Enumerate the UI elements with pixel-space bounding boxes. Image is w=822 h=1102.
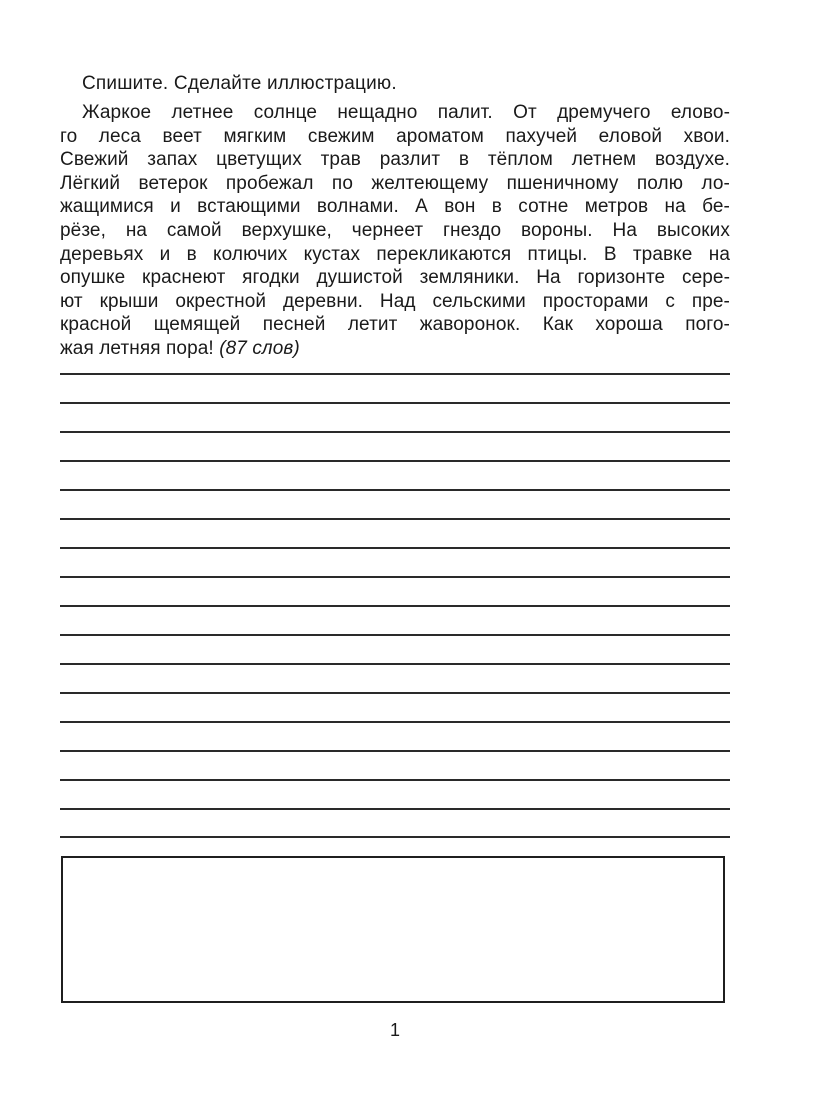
passage-line: жащимися и встающими волнами. А вон в сотне метров на бе- bbox=[60, 196, 730, 218]
page-number: 1 bbox=[389, 1020, 400, 1040]
passage-line: ют крыши окрестной деревни. Над сельскими просторами с пре- bbox=[60, 290, 730, 312]
writing-line[interactable] bbox=[60, 836, 730, 838]
writing-line[interactable] bbox=[60, 460, 730, 462]
passage-line: Лёгкий ветерок пробежал по желтеющему пшеничному полю ло- bbox=[60, 172, 730, 194]
writing-line[interactable] bbox=[60, 373, 730, 375]
passage-line: Свежий запах цветущих трав разлит в тёплом летнем воздухе. bbox=[60, 149, 730, 171]
writing-line[interactable] bbox=[60, 605, 730, 607]
passage-line: рёзе, на самой верхушке, чернеет гнездо вороны. На высоких bbox=[60, 219, 730, 241]
passage-line-text: жая летняя пора! bbox=[60, 337, 214, 359]
writing-line[interactable] bbox=[60, 402, 730, 404]
passage-line: деревьях и в колючих кустах перекликаются птицы. В травке на bbox=[60, 243, 730, 265]
writing-line[interactable] bbox=[60, 489, 730, 491]
writing-line[interactable] bbox=[60, 547, 730, 549]
passage-line: Жаркое летнее солнце нещадно палит. От дремучего елово- bbox=[82, 102, 730, 123]
passage-last-line bbox=[60, 337, 730, 361]
writing-line[interactable] bbox=[60, 750, 730, 752]
passage-line: го леса веет мягким свежим ароматом пахучей еловой хвои. bbox=[60, 125, 730, 147]
writing-line[interactable] bbox=[60, 721, 730, 723]
writing-line[interactable] bbox=[60, 663, 730, 665]
writing-line[interactable] bbox=[60, 634, 730, 636]
writing-line[interactable] bbox=[60, 518, 730, 520]
writing-line[interactable] bbox=[60, 808, 730, 810]
task-instruction: Спишите. Сделайте иллюстрацию. bbox=[82, 73, 397, 94]
illustration-box[interactable] bbox=[61, 856, 725, 1003]
passage-line: опушке краснеют ягодки душистой земляники. На горизонте сере- bbox=[60, 267, 730, 289]
writing-line[interactable] bbox=[60, 779, 730, 781]
dictation-passage bbox=[60, 101, 730, 361]
word-count: (87 слов) bbox=[219, 337, 300, 359]
passage-line: красной щемящей песней летит жаворонок. Как хороша пого- bbox=[60, 314, 730, 336]
writing-line[interactable] bbox=[60, 692, 730, 694]
writing-line[interactable] bbox=[60, 576, 730, 578]
writing-line[interactable] bbox=[60, 431, 730, 433]
